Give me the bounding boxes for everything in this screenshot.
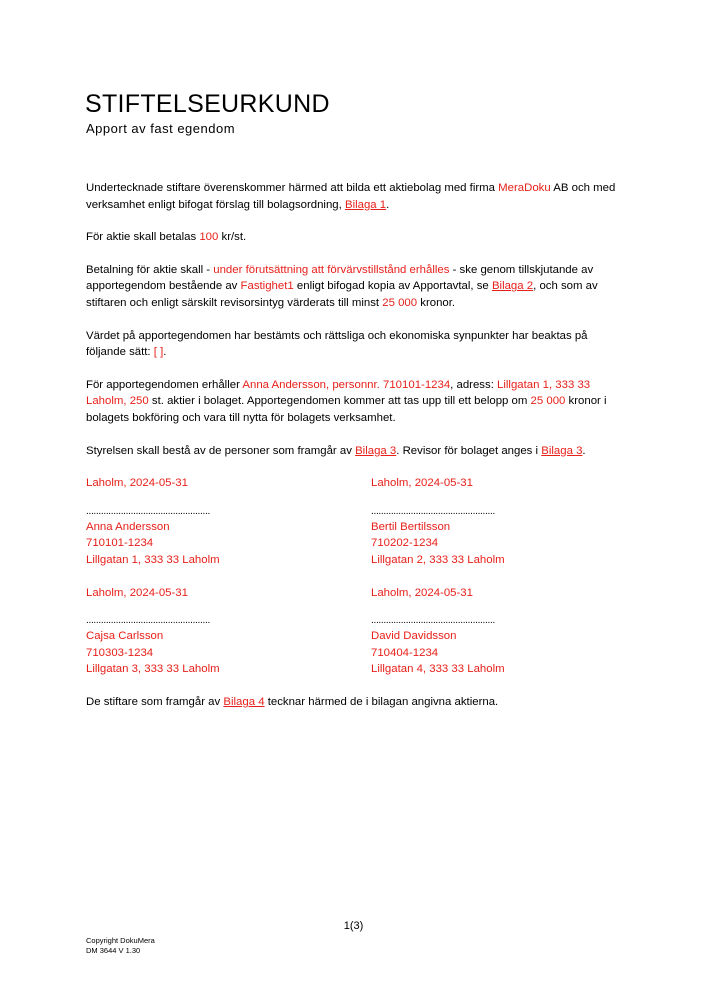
- text: st. aktier i bolaget. Apportegendomen kommer att tas upp till ett belopp om: [148, 395, 531, 408]
- text: Betalning för aktie skall -: [86, 263, 214, 276]
- text: kronor i bolagets bokföring och vara till nytta för bolagets verksamhet.: [86, 395, 607, 424]
- text: , personnr.: [326, 378, 384, 391]
- text: . Revisor för bolaget anges i: [396, 444, 542, 457]
- property-name: Fastighet1: [240, 280, 294, 293]
- signatory-name: David Davidsson: [371, 630, 457, 643]
- text: tecknar härmed de i bilagan angivna aktierna.: [264, 695, 499, 708]
- share-count: 250: [129, 395, 149, 408]
- paragraph-founders: [86, 180, 626, 213]
- signature-block: [371, 475, 626, 568]
- bilaga-4-link[interactable]: Bilaga 4: [223, 695, 265, 708]
- text: AB och med verksamhet enligt bifogat förslag till bolagsordning,: [86, 182, 616, 211]
- text: Värdet på apportegendomen har bestämts och rättsliga och ekonomiska synpunkter har beaktas på följande sätt:: [86, 329, 588, 359]
- signatory-pnr: 710404-1234: [371, 646, 439, 659]
- recipient-pnr: 710101-1234: [383, 378, 451, 391]
- document-body: [86, 180, 626, 710]
- signature-line: ..................................................: [86, 615, 210, 627]
- signature-place-date: Laholm, 2024-05-31: [371, 586, 473, 599]
- paragraph-valuation: [86, 328, 626, 361]
- signatory-address: Lillgatan 1, 333 33 Laholm: [86, 553, 220, 566]
- signature-place-date: Laholm, 2024-05-31: [86, 586, 188, 599]
- signature-block: [86, 475, 371, 568]
- text: , och som av stiftaren och enligt särskilt revisorsintyg värderats till minst: [86, 280, 598, 309]
- paragraph-payment: [86, 262, 626, 312]
- signatory-address: Lillgatan 2, 333 33 Laholm: [371, 553, 505, 566]
- paragraph-share-price: [86, 229, 626, 246]
- text: kronor.: [417, 296, 456, 309]
- bilaga-2-link[interactable]: Bilaga 2: [491, 280, 534, 293]
- valuation-placeholder: [ ]: [153, 346, 164, 359]
- text: För apportegendomen erhåller: [86, 378, 243, 391]
- text: Styrelsen skall bestå av de personer som framgår av: [86, 444, 356, 457]
- signatory-address: Lillgatan 4, 333 33 Laholm: [371, 663, 505, 676]
- recipient-name: Anna Andersson: [242, 378, 327, 391]
- text: - ske genom tillskjutande av apportegendom bestående av: [86, 263, 594, 293]
- bilaga-3-link[interactable]: Bilaga 3: [355, 444, 397, 457]
- text: .: [582, 444, 586, 457]
- document-title: STIFTELSEURKUND: [85, 90, 330, 118]
- bilaga-3-link[interactable]: Bilaga 3: [541, 444, 583, 457]
- paragraph-apport-recipient: [86, 377, 626, 427]
- signatory-address: Lillgatan 3, 333 33 Laholm: [86, 663, 220, 676]
- signature-line: ..................................................: [371, 615, 495, 627]
- text: .: [386, 198, 390, 211]
- text: kr/st.: [218, 231, 247, 244]
- paragraph-subscription: [86, 694, 626, 711]
- signature-grid: [86, 475, 626, 694]
- signature-block: [86, 585, 371, 678]
- text: De stiftare som framgår av: [86, 695, 224, 708]
- signature-line: ..................................................: [86, 505, 210, 517]
- text: enligt bifogad kopia av Apportavtal, se: [293, 280, 492, 293]
- signatory-name: Bertil Bertilsson: [371, 520, 451, 533]
- signatory-name: Cajsa Carlsson: [86, 630, 164, 643]
- share-price: 100: [199, 231, 219, 244]
- page-number: 1(3): [343, 920, 364, 932]
- paragraph-board: [86, 443, 626, 460]
- recipient-address: Lillgatan 1, 333 33 Laholm: [86, 378, 591, 408]
- text: Undertecknade stiftare överenskommer härmed att bilda ett aktiebolag med firma: [86, 182, 499, 194]
- text: .: [163, 346, 167, 359]
- signatory-pnr: 710303-1234: [86, 646, 154, 659]
- signatory-pnr: 710101-1234: [86, 537, 154, 550]
- signature-line: ..................................................: [371, 505, 495, 517]
- signatory-pnr: 710202-1234: [371, 537, 439, 550]
- payment-condition: under förutsättning att förvärvstillstånd erhålles: [213, 263, 450, 276]
- text: ,: [123, 395, 130, 408]
- bilaga-1-link[interactable]: Bilaga 1: [344, 198, 387, 211]
- text: , adress:: [450, 378, 498, 391]
- signature-place-date: Laholm, 2024-05-31: [371, 477, 473, 490]
- footer: [86, 936, 155, 956]
- signatory-name: Anna Andersson: [86, 520, 170, 533]
- footer-version: DM 3644 V 1.30: [86, 946, 141, 955]
- document-subtitle: Apport av fast egendom: [86, 121, 236, 136]
- signature-place-date: Laholm, 2024-05-31: [86, 477, 188, 490]
- signature-block: [371, 585, 626, 678]
- booking-amount: 25 000: [530, 395, 566, 408]
- company-name: MeraDoku: [498, 182, 551, 194]
- footer-copyright: Copyright DokuMera: [86, 936, 155, 945]
- text: För aktie skall betalas: [86, 231, 200, 244]
- valuation-amount: 25 000: [382, 296, 418, 309]
